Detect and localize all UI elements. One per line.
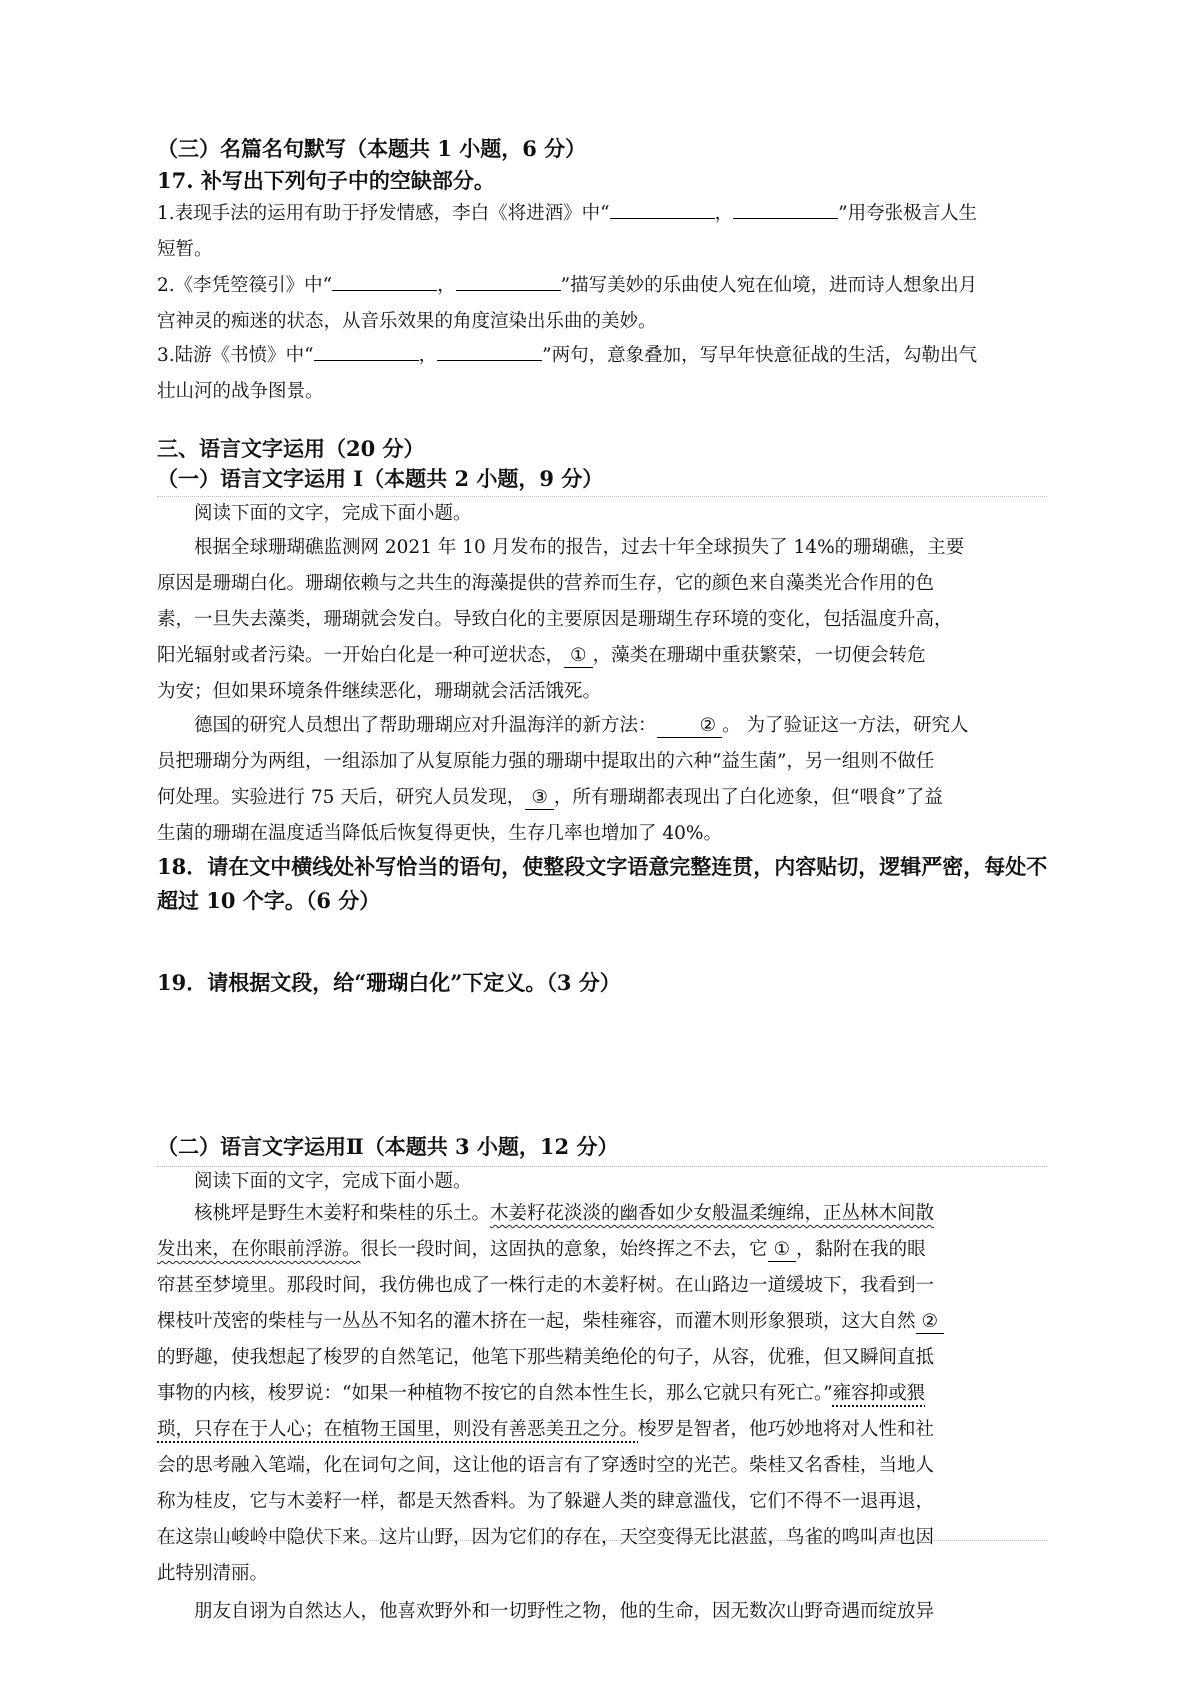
q17-item-1: 1.表现手法的运用有助于抒发情感，李白《将进酒》中“ ， ”用夸张极言人生 短暂。 xyxy=(157,196,1057,268)
reading-instruction: 阅读下面的文字，完成下面小题。 xyxy=(194,1171,472,1192)
wavy-underlined-text: 发出来，在你眼前浮游。 xyxy=(157,1239,361,1260)
answer-blank[interactable] xyxy=(733,200,838,219)
reading-instruction: 阅读下面的文字，完成下面小题。 xyxy=(194,503,472,524)
walnut-paragraph-2: 朋友自诩为自然达人，他喜欢野外和一切野性之物，他的生命，因无数次山野奇遇而绽放异 xyxy=(194,1601,935,1622)
fill-slot-1[interactable]: ① xyxy=(564,645,593,668)
dotted-emphasis-text: 琐，只存在于人心；在植物王国里，则没有善恶美丑之分。 xyxy=(157,1419,639,1440)
answer-blank[interactable] xyxy=(610,200,715,219)
wavy-underlined-text: 木姜籽花淡淡的幽香如少女般温柔缠绵，正丛林木间散 xyxy=(490,1203,935,1224)
coral-paragraph-1: 根据全球珊瑚礁监测网 2021 年 10 月发布的报告，过去十年全球损失了 14%的珊瑚礁，主要 原因是珊瑚白化。珊瑚依赖与之共生的海藻提供的营养而生存，它的颜色来自藻类光合作用的色 素，一旦失去藻类，珊瑚就会发白。导致白化的主要原因是珊瑚生存环境的变化，包括温度升高， 阳光辐射或者污染。一开始白化是一种可逆状态， ① ，藻类在珊瑚中重获繁荣，一切便会转危 为安；但如果环境条件继续恶化，珊瑚就会活活饿死。 xyxy=(157,537,965,702)
fill-slot-3[interactable]: ③ xyxy=(525,787,554,810)
answer-blank[interactable] xyxy=(437,342,542,361)
answer-blank[interactable] xyxy=(456,272,561,291)
section-heading-memorization: （三）名篇名句默写（本题共 1 小题，6 分） xyxy=(157,136,587,161)
q17-item-3: 3.陆游《书愤》中“ ， ”两句，意象叠加，写早年快意征战的生活，勾勒出气 壮山河的战争图景。 xyxy=(157,338,1057,410)
question-17-title: 17. 补写出下列句子中的空缺部分。 xyxy=(157,168,495,193)
fill-slot-2[interactable]: ② xyxy=(657,715,723,738)
question-19: 19．请根据文段，给“珊瑚白化”下定义。（3 分） xyxy=(157,970,621,995)
walnut-paragraph-1: 核桃坪是野生木姜籽和柴桂的乐土。木姜籽花淡淡的幽香如少女般温柔缠绵，正丛林木间散 发出来，在你眼前浮游。很长一段时间，这固执的意象，始终挥之不去，它 ① ，黏附在我的眼 帘甚至梦境里。那段时间，我仿佛也成了一株行走的木姜籽树。在山路边一道缓坡下，我看到一 棵枝叶茂密的柴桂与一丛丛不知名的灌木挤在一起，柴桂雍容，而灌木则形象猥琐，这大自然 ② 的野趣，使我想起了梭罗的自然笔记，他笔下那些精美绝伦的句子，从容，优雅，但又瞬间直抵 事物的内核，梭罗说：“如果一种植物不按它的自然本性生长，那么它就只有死亡。”雍容抑或猥 琐，只存在于人心；在植物王国里，则没有善恶美丑之分。梭罗是智者，他巧妙地将对人性和社 会的思考融入笔端，化在词句之间，这让他的语言有了穿透时空的光芒。柴桂又名香桂，当地人 称为桂皮，它与木姜籽一样，都是天然香料。为了躲避人类的肆意滥伐，它们不得不一退再退， 在这崇山峻岭中隐伏下来。这片山野，因为它们的存在，天空变得无比湛蓝，鸟雀的鸣叫声也因 此特别清丽。 xyxy=(157,1196,1057,1592)
q17-item-2: 2.《李凭箜篌引》中“ ， ”描写美妙的乐曲使人宛在仙境，进而诗人想象出月 宫神灵的痴迷的状态，从音乐效果的角度渲染出乐曲的美妙。 xyxy=(157,268,1057,340)
coral-paragraph-2: 德国的研究人员想出了帮助珊瑚应对升温海洋的新方法： ② 。 为了验证这一方法，研究人 员把珊瑚分为两组，一组添加了从复原能力强的珊瑚中提取出的六种“益生菌”，另一组则不做任 何处理。实验进行 75 天后，研究人员发现， ③ ，所有珊瑚都表现出了白化迹象，但“喂食”了益 生菌的珊瑚在温度适当降低后恢复得更快，生存几率也增加了 40%。 xyxy=(157,715,969,844)
dotted-rule xyxy=(157,1540,1047,1541)
dotted-rule xyxy=(157,496,1047,497)
fill-slot-2[interactable]: ② xyxy=(916,1311,945,1334)
subsection-heading-1: （一）语言文字运用 I（本题共 2 小题，9 分） xyxy=(157,466,604,491)
answer-blank[interactable] xyxy=(332,272,437,291)
answer-blank[interactable] xyxy=(314,342,419,361)
question-18: 18．请在文中横线处补写恰当的语句，使整段文字语意完整连贯，内容贴切，逻辑严密，每处不超过 10 个字。（6 分） xyxy=(157,854,1048,913)
subsection-heading-2: （二）语言文字运用Ⅱ（本题共 3 小题，12 分） xyxy=(157,1134,619,1159)
dotted-emphasis-text: 雍容抑或猥 xyxy=(832,1383,926,1404)
fill-slot-1[interactable]: ① xyxy=(768,1239,797,1262)
part-heading-language-use: 三、语言文字运用（20 分） xyxy=(157,436,425,461)
